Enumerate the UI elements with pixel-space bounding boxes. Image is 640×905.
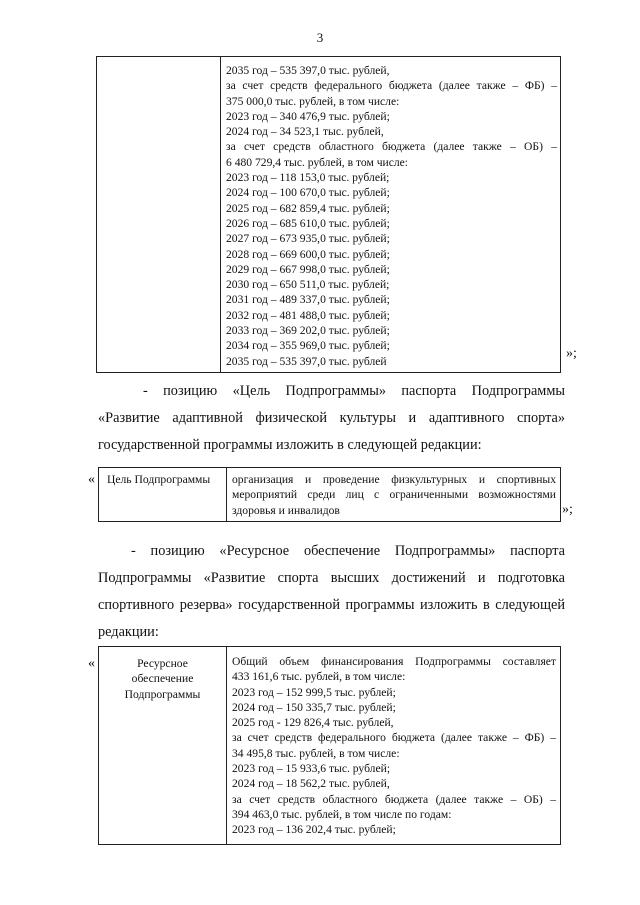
paragraph-resource-position <box>98 538 565 646</box>
value-line: мероприятий среди лиц с ограниченными возможностями <box>232 488 556 502</box>
para-line: государственной программы изложить в следующей редакции: <box>98 437 482 453</box>
value-line: 2025 год – 682 859,4 тыс. рублей; <box>226 201 390 215</box>
closing-quote: »; <box>562 502 573 517</box>
para-line: спортивного резерва» государственной программы изложить в следующей <box>98 597 565 613</box>
value-line: 34 495,8 тыс. рублей, в том числе: <box>232 746 400 760</box>
para-line: - позицию «Цель Подпрограммы» паспорта Подпрограммы <box>143 383 565 399</box>
value-cell <box>227 468 561 522</box>
value-line: здоровья и инвалидов <box>232 503 340 517</box>
value-line: 2032 год – 481 488,0 тыс. рублей; <box>226 308 390 322</box>
value-line: 6 480 729,4 тыс. рублей, в том числе: <box>226 155 409 169</box>
label-line: Подпрограммы <box>124 687 201 701</box>
value-line: 2025 год - 129 826,4 тыс. рублей, <box>232 716 394 730</box>
value-line: 2027 год – 673 935,0 тыс. рублей; <box>226 232 390 246</box>
value-line: 394 463,0 тыс. рублей, в том числе по годам: <box>232 807 452 821</box>
value-line: за счет средств федерального бюджета (далее также – ФБ) – <box>232 731 556 745</box>
value-line: 2024 год – 18 562,2 тыс. рублей, <box>232 777 390 791</box>
value-line: 2026 год – 685 610,0 тыс. рублей; <box>226 216 390 230</box>
label-cell <box>97 57 221 373</box>
goal-label: Цель Подпрограммы <box>107 473 211 486</box>
label-line: Ресурсное <box>137 657 188 670</box>
open-quote: « <box>88 472 95 487</box>
value-line: 2030 год – 650 511,0 тыс. рублей; <box>226 278 390 292</box>
value-lines <box>232 472 556 518</box>
value-line: 2023 год – 136 202,4 тыс. рублей; <box>232 823 396 837</box>
value-line: 2035 год – 535 397,0 тыс. рублей, <box>226 64 390 77</box>
para-line: - позицию «Ресурсное обеспечение Подпрограммы» паспорта <box>131 543 565 559</box>
value-line: Общий объем финансирования Подпрограммы составляет <box>232 655 556 668</box>
closing-quote: »; <box>566 346 577 361</box>
value-line: организация и проведение физкультурных и спортивных <box>232 473 556 486</box>
resource-table-continued <box>96 56 561 373</box>
value-cell <box>227 647 561 845</box>
paragraph-goal-position <box>98 378 565 459</box>
value-line: 2023 год – 340 476,9 тыс. рублей; <box>226 109 390 123</box>
value-line: 2033 год – 369 202,0 тыс. рублей; <box>226 324 390 338</box>
value-line: 2029 год – 667 998,0 тыс. рублей; <box>226 262 390 276</box>
value-line: 2028 год – 669 600,0 тыс. рублей; <box>226 247 390 261</box>
label-line: обеспечение <box>131 672 194 686</box>
value-line: 2024 год – 34 523,1 тыс. рублей, <box>226 125 384 139</box>
para-line: Подпрограммы «Развитие спорта высших достижений и подготовка <box>98 570 565 586</box>
value-line: за счет средств областного бюджета (далее также – ОБ) – <box>232 792 556 806</box>
resource-table <box>98 646 561 845</box>
label-cell <box>99 468 227 522</box>
value-line: 375 000,0 тыс. рублей, в том числе: <box>226 94 400 108</box>
para-line: «Развитие адаптивной физической культуры и адаптивного спорта» <box>98 410 565 426</box>
value-line: 2023 год – 152 999,5 тыс. рублей; <box>232 685 396 699</box>
value-line: 433 161,6 тыс. рублей, в том числе: <box>232 670 406 684</box>
value-lines <box>232 654 556 838</box>
value-lines <box>226 63 557 369</box>
value-line: 2023 год – 15 933,6 тыс. рублей; <box>232 762 391 776</box>
goal-table <box>98 467 561 522</box>
value-cell <box>221 57 561 373</box>
open-quote: « <box>88 656 95 671</box>
value-line: 2024 год – 100 670,0 тыс. рублей; <box>226 186 390 200</box>
value-line: 2024 год – 150 335,7 тыс. рублей; <box>232 700 396 714</box>
page-number: 3 <box>316 30 324 45</box>
value-line: за счет средств областного бюджета (далее также – ОБ) – <box>226 140 557 154</box>
value-line: за счет средств федерального бюджета (далее также – ФБ) – <box>226 79 557 93</box>
label-cell <box>99 647 227 845</box>
value-line: 2034 год – 355 969,0 тыс. рублей; <box>226 339 390 353</box>
value-line: 2023 год – 118 153,0 тыс. рублей; <box>226 171 390 185</box>
para-line: редакции: <box>98 624 159 640</box>
value-line: 2035 год – 535 397,0 тыс. рублей <box>226 354 387 368</box>
value-line: 2031 год – 489 337,0 тыс. рублей; <box>226 293 390 307</box>
